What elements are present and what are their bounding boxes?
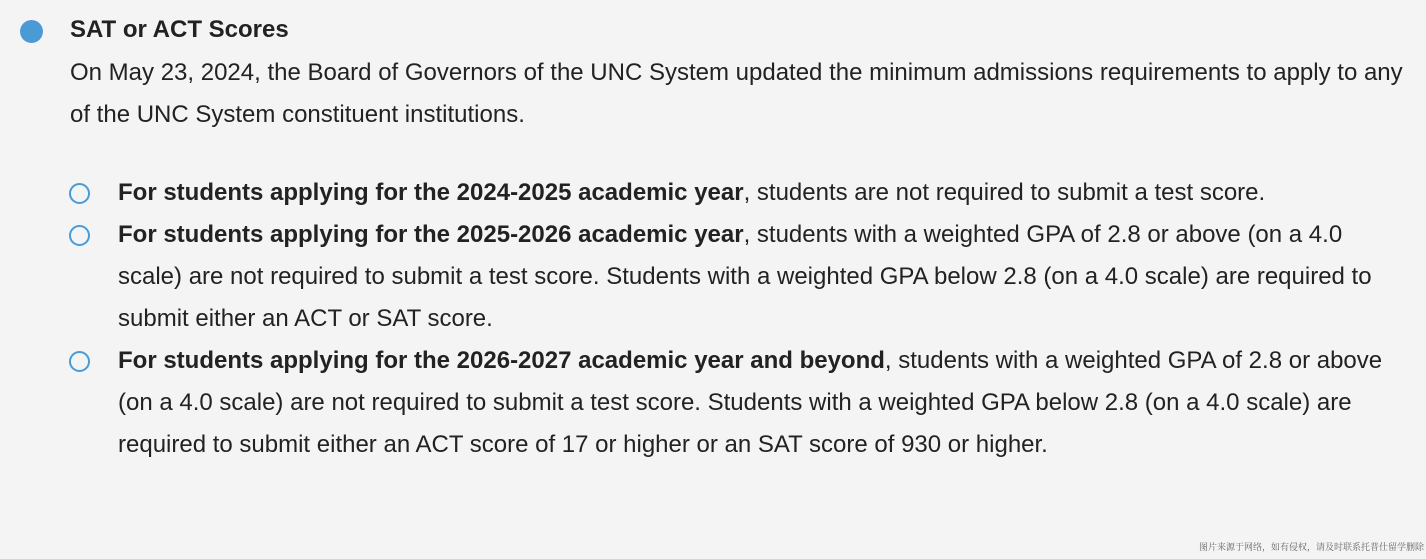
section-heading: SAT or ACT Scores	[70, 16, 289, 43]
list-item-2025-2026	[0, 214, 1426, 340]
list-item-2024-2025	[0, 172, 1426, 214]
list-item-text: , students with a weighted GPA of 2.8 or above (on a 4.0 scale) are not required to submit a test score. Students with a weighted GPA below 2.8 (on a 4.0 scale) are required to submit either an ACT or SAT score.	[118, 221, 1372, 332]
list-item-text: , students are not required to submit a test score.	[743, 179, 1266, 206]
hollow-circle-bullet-icon	[69, 225, 90, 246]
list-item-text: , students with a weighted GPA of 2.8 or above (on a 4.0 scale) are not required to submit a test score. Students with a weighted GPA below 2.8 (on a 4.0 scale) are required to submit either an ACT score of 17 or higher or an SAT score of 930 or higher.	[118, 347, 1383, 458]
list-item-lead: For students applying for the 2024-2025 academic year	[118, 179, 744, 206]
list-item-2026-2027	[0, 340, 1426, 466]
filled-circle-bullet-icon	[20, 20, 43, 43]
list-item-lead: For students applying for the 2025-2026 academic year	[118, 221, 744, 248]
hollow-circle-bullet-icon	[69, 351, 90, 372]
list-item-lead: For students applying for the 2026-2027 academic year and beyond	[118, 347, 885, 374]
watermark-text: 图片来源于网络，如有侵权，请及时联系托普仕留学删除	[1198, 542, 1424, 552]
requirements-list	[0, 172, 1426, 466]
hollow-circle-bullet-icon	[69, 183, 90, 204]
intro-paragraph: On May 23, 2024, the Board of Governors of the UNC System updated the minimum admissions requirements to apply to any of the UNC System constituent institutions.	[70, 59, 1403, 128]
